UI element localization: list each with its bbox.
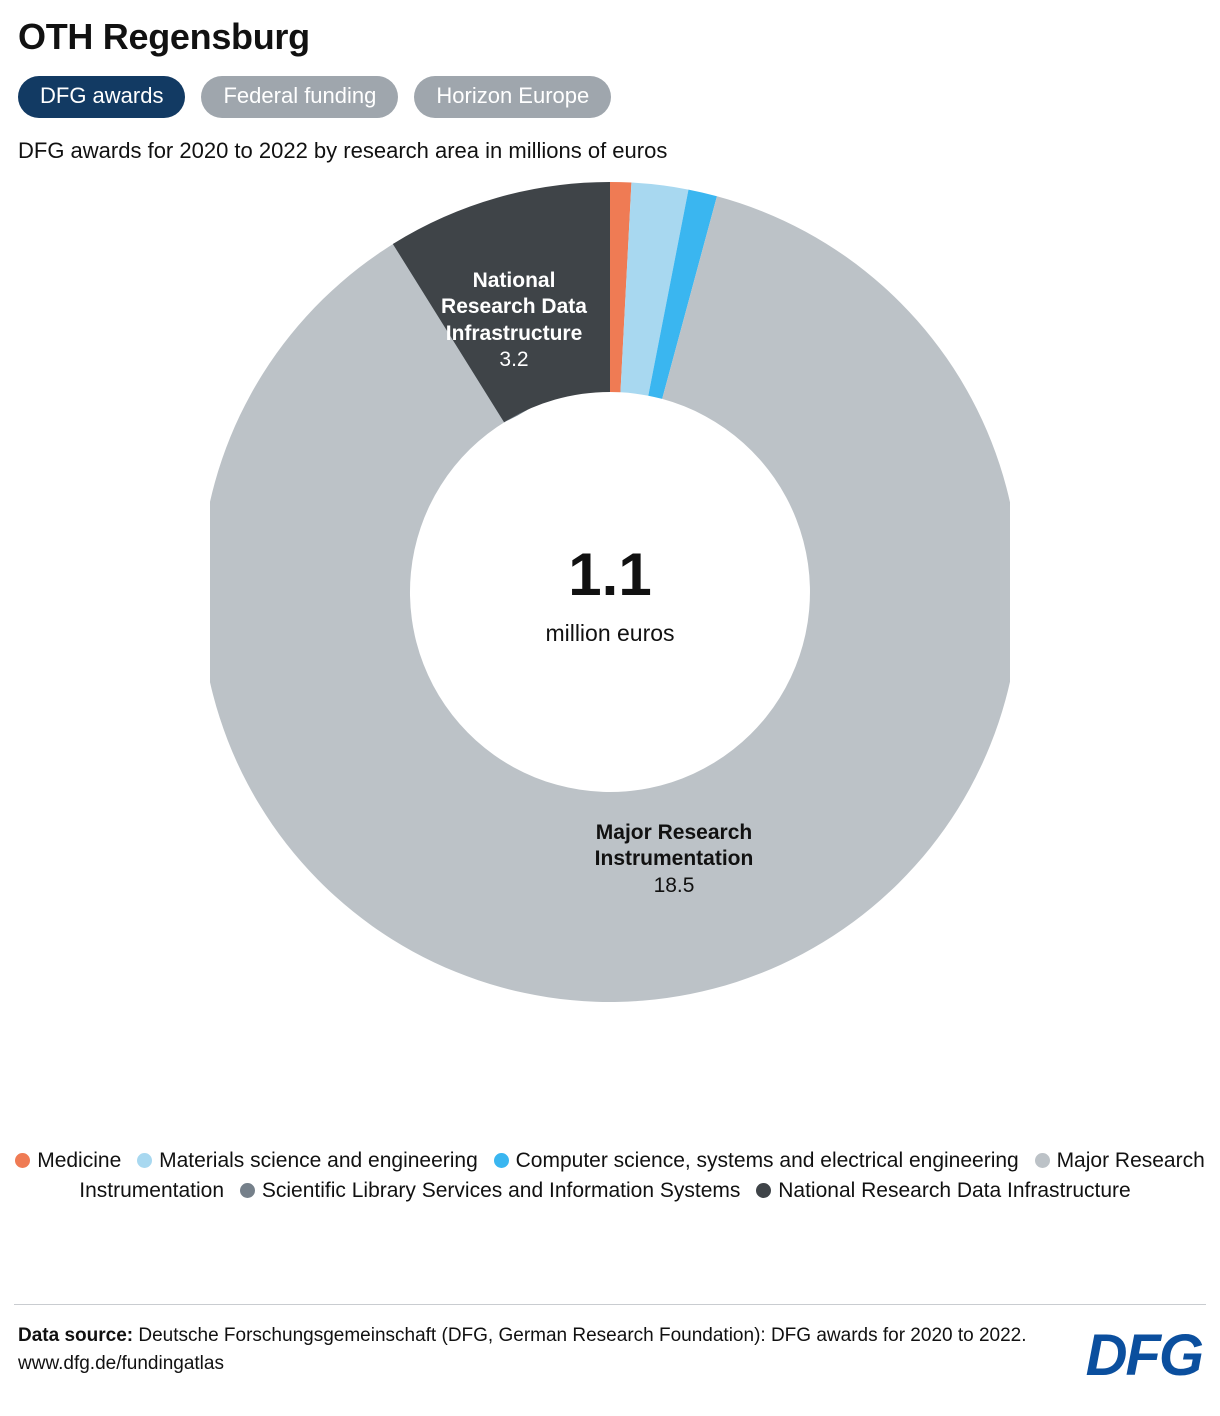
- legend-label-scientific-library-services: Scientific Library Services and Information Systems: [261, 1179, 741, 1203]
- slice-label-mri-line2: Instrumentation: [594, 847, 754, 871]
- legend-dot-scientific-library-services: [240, 1183, 255, 1198]
- legend-dot-materials-science: [137, 1153, 152, 1168]
- tab-federal-funding[interactable]: Federal funding: [201, 76, 398, 118]
- slice-label-nrdi-line1: National: [472, 269, 556, 292]
- legend-dot-major-research-instrumentation: [1035, 1153, 1050, 1168]
- legend-item-medicine[interactable]: [15, 1149, 121, 1172]
- slice-label-mri-line1: Major Research: [595, 821, 753, 844]
- tab-bar: [18, 76, 1206, 118]
- center-value: 1.1: [568, 541, 652, 608]
- footer-source-label: Data source:: [18, 1325, 134, 1346]
- legend-item-national-research-data-infrastructure[interactable]: [756, 1179, 1131, 1202]
- chart-subtitle: DFG awards for 2020 to 2022 by research area in millions of euros: [18, 138, 668, 163]
- legend-dot-national-research-data-infrastructure: [756, 1183, 771, 1198]
- slice-label-nrdi-line2: Research Data: [441, 295, 587, 319]
- slice-label-mri-value: 18.5: [653, 873, 695, 897]
- center-unit: million euros: [545, 620, 675, 646]
- legend-label-national-research-data-infrastructure: National Research Data Infrastructure: [778, 1179, 1131, 1203]
- legend-dot-computer-science: [494, 1153, 509, 1168]
- tab-horizon-europe[interactable]: Horizon Europe: [414, 76, 611, 118]
- legend-label-medicine: Medicine: [37, 1149, 122, 1172]
- slice-label-nrdi-line3: Infrastructure: [445, 321, 583, 345]
- page-title: OTH Regensburg: [18, 16, 310, 57]
- footer-divider: [14, 1304, 1206, 1305]
- footer-source-text: Deutsche Forschungsgemeinschaft (DFG, German Research Foundation): DFG awards for 2020 to 2022.: [138, 1325, 1027, 1346]
- chart-legend: [14, 1146, 1206, 1207]
- slice-label-mri: [534, 820, 814, 899]
- slice-label-nrdi-value: 3.2: [499, 347, 529, 371]
- legend-label-major-research-instrumentation: Major Research Instrumentation: [79, 1149, 1205, 1203]
- legend-item-scientific-library-services[interactable]: [240, 1179, 741, 1202]
- legend-dot-medicine: [15, 1153, 30, 1168]
- legend-label-materials-science: Materials science and engineering: [159, 1149, 478, 1172]
- legend-item-materials-science[interactable]: [137, 1149, 478, 1172]
- dfg-logo: DFG: [1085, 1323, 1202, 1388]
- chart-page: [0, 16, 1220, 1416]
- donut-chart: [14, 172, 1206, 1052]
- footer-source: [18, 1322, 1038, 1377]
- tab-dfg-awards[interactable]: DFG awards: [18, 76, 185, 118]
- legend-label-computer-science: Computer science, systems and electrical engineering: [515, 1149, 1019, 1172]
- legend-item-computer-science[interactable]: [494, 1149, 1019, 1172]
- footer-url[interactable]: www.dfg.de/fundingatlas: [18, 1352, 224, 1374]
- slice-label-nrdi: [399, 268, 629, 373]
